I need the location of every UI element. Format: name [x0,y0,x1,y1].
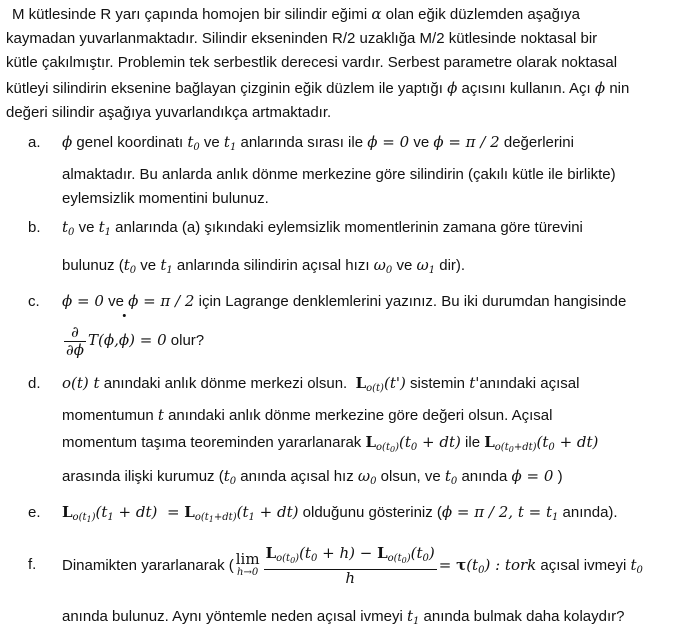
question-text: değerlerini [503,134,574,152]
question-line: almaktadır. Bu anlarda anlık dönme merkezine göre silindirin (çakılı kütle ile birlikte) [62,166,616,184]
angular-momentum-equality: $L_{o(t_1)}(t_1 + dt) = L_{o(t_1+dt)}(t_1 + dt)$ [62,503,299,525]
phi-equals-zero: ϕ = 0 [62,292,104,311]
phi-equals-pi-half: ϕ = π / 2 [433,133,500,152]
question-line [62,463,692,495]
o-of-t-symbol: o(t) t [62,374,100,393]
question-line [62,288,692,315]
question-text: anlarında sırası ile [240,134,364,152]
intro-text: açısını kullanın. Açı [461,79,591,97]
angular-momentum-symbol: $L_{o(t)}(t')$ [355,374,406,395]
phi-equals-zero: ϕ = 0 [367,133,410,152]
question-text: açısal ivmeyi [540,557,627,575]
t0-symbol: $t_0$ [123,256,137,277]
torque-expression: = $\tau(t_0)$ : tork [438,556,537,577]
tork-word: tork [504,556,537,575]
question-text: ve [140,257,157,275]
omega0-symbol: $\omega_0$ [373,256,393,277]
intro-line-3: kütle çakılmıştır. Problemin tek serbestlik derecesi vardır. Serbest parametre olarak noktasal [6,54,618,72]
question-text: ve [203,134,220,152]
t1-symbol: $t_1$ [160,256,173,277]
t1-symbol: $t_1$ [98,218,111,239]
question-text: anındaki açısal [479,375,580,393]
phi-symbol: ϕ [594,78,606,97]
question-text: momentum taşıma teoreminden yararlanarak [62,434,362,452]
question-line [62,315,692,366]
t0-symbol: $t_0$ [223,467,237,488]
t0-symbol: $t_0$ [630,556,643,577]
question-line [6,537,692,599]
question-d [6,370,692,495]
question-text: olsun, ve [380,468,441,486]
intro-line-4 [6,76,692,101]
phi-equals-pi-half: ϕ = π / 2 [128,292,195,311]
question-line: eylemsizlik momentini bulunuz. [62,190,269,208]
question-line [62,370,692,402]
condition-expression: ϕ = π / 2, $t = t_1$ [441,503,559,524]
question-line [62,252,692,284]
question-text: genel koordinatı [76,134,184,152]
question-text: ve [396,257,413,275]
t-symbol: t [157,406,164,425]
t1-symbol: $t_1$ [223,133,237,154]
question-list [6,129,692,635]
phi-symbol: ϕ [447,78,458,97]
angular-momentum-a: $L_{o(t_0)}(t_0 + dt)$ [365,433,461,455]
t0-symbol: $t_0$ [62,218,75,239]
question-text: anlarında (a) şıkındaki eylemsizlik momentlerinin zamana göre türevini [115,219,583,237]
question-f [6,537,692,635]
phi-equals-zero: ϕ = 0 [511,467,554,486]
question-marker: b. [28,219,41,237]
t-prime-symbol: t' [469,374,480,393]
question-text: dir). [439,257,466,275]
t0-symbol: $t_0$ [187,133,200,154]
question-text: ) [557,468,563,486]
problem-intro [6,2,692,125]
question-b [6,214,692,284]
question-text: sistemin [410,375,466,393]
intro-line-1 [6,2,692,27]
question-text: ve [413,134,430,152]
question-line [62,603,692,635]
question-text: için Lagrange denklemlerini yazınız. Bu iki durumdan hangisinde [198,293,627,311]
t0-symbol: $t_0$ [444,467,458,488]
question-text: ve [108,293,124,311]
question-text: anında bulmak daha kolaydır? [423,608,625,626]
question-text: anındaki anlık dönme merkezine göre değeri olsun. Açısal [168,407,553,425]
t1-symbol: $t_1$ [406,607,420,628]
question-line [62,429,692,463]
question-text: arasında ilişki kurumuz ( [62,468,224,486]
intro-text: olan eğik düzlemden aşağıya [385,6,580,23]
question-marker: a. [28,134,41,152]
question-text: olduğunu gösteriniz ( [302,504,442,522]
question-c [6,288,692,366]
question-line [62,129,692,161]
question-text: Dinamikten yararlanarak ( [62,557,234,575]
intro-text: kütleyi silindirin eksenine bağlayan çizginin eğik düzlem ile yaptığı [6,79,443,97]
question-a [6,129,692,210]
angular-momentum-b: $L_{o(t_0+dt)}(t_0 + dt)$ [484,433,599,455]
question-marker: c. [28,293,40,311]
torque-fraction: $\frac{L_{o(t_0)}(t_0 + h) - L_{o(t_0)}(t_0)}{h}$ [265,544,435,588]
question-e [6,499,692,533]
intro-line-5: değeri silindir aşağıya yuvarlandıkça artmaktadır. [6,103,332,121]
question-text: momentumun [62,407,154,425]
partial-derivative: $\frac{\partial}{\partial\phi}$ [66,322,84,359]
question-text: olur? [170,332,205,350]
question-text: ile [465,434,481,452]
omega1-symbol: $\omega_1$ [416,256,436,277]
question-text: anında bulunuz. Aynı yöntemle neden açısal ivmeyi [62,608,403,626]
intro-line-2: kaymadan yuvarlanmaktadır. Silindir ekseninden R/2 uzaklığa M/2 kütlesinde noktasal bir [6,30,598,48]
question-text: anında [461,468,508,486]
phi-symbol: ϕ [62,133,73,152]
alpha-symbol: α [371,5,382,23]
question-line [62,214,692,246]
limit-operator: lim h→0 [235,550,260,579]
question-text: anında açısal hız [240,468,354,486]
omega0-symbol: $\omega_0$ [357,467,377,488]
intro-text: M kütlesinde R yarı çapında homojen bir silindir eğimi [12,6,368,23]
question-marker: d. [28,375,41,393]
question-line [62,499,692,533]
kinetic-energy-expression: T(ϕ,ϕ) = 0 [88,331,167,349]
question-line [62,402,692,429]
question-text: bulunuz ( [62,257,124,275]
question-text: anında). [562,504,618,522]
question-text: ve [78,219,95,237]
question-marker: e. [28,504,41,522]
question-text: anındaki anlık dönme merkezi olsun. [103,375,348,393]
question-text: anlarında silindirin açısal hızı [176,257,370,275]
intro-text: nin [609,79,630,97]
question-marker: f. [28,556,37,574]
